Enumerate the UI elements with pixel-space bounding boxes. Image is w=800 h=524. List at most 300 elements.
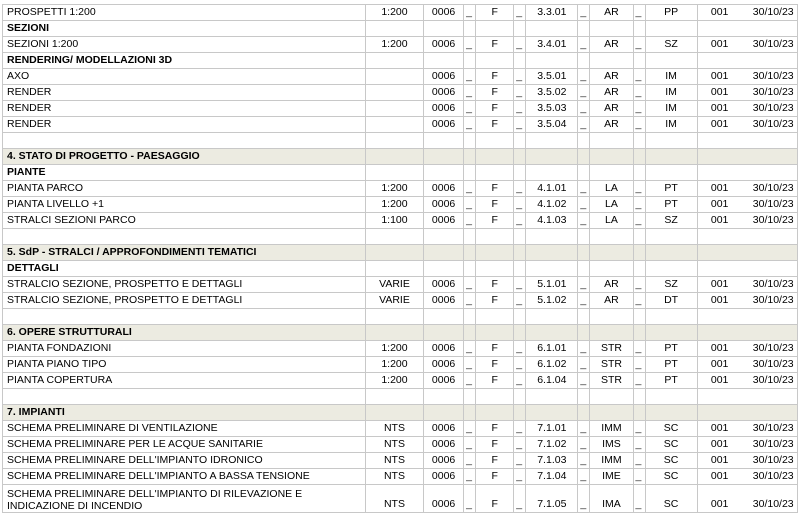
empty-cell (365, 245, 423, 261)
separator-cell: _ (578, 485, 590, 513)
separator-cell: _ (514, 69, 526, 85)
discipline-cell: AR (590, 101, 633, 117)
blank-cell (3, 133, 366, 149)
phase-cell: F (476, 277, 514, 293)
revision-value: 001 (710, 70, 729, 82)
empty-cell (476, 53, 514, 69)
empty-cell (697, 261, 797, 277)
type-cell: PP (645, 5, 697, 21)
scale-cell: NTS (365, 453, 423, 469)
type-cell: SC (645, 485, 697, 513)
discipline-cell: STR (590, 357, 633, 373)
description-cell: SCHEMA PRELIMINARE DELL'IMPIANTO DI RILEVAZIONE E INDICAZIONE DI INCENDIO (3, 485, 366, 513)
drawing-list-body (3, 5, 798, 513)
separator-cell: _ (514, 85, 526, 101)
type-cell: IM (645, 117, 697, 133)
empty-cell (633, 325, 645, 341)
table-row (3, 437, 798, 453)
empty-cell (365, 133, 423, 149)
number-cell: 3.5.04 (526, 117, 578, 133)
table-row (3, 293, 798, 309)
empty-cell (633, 261, 645, 277)
separator-cell: _ (514, 197, 526, 213)
revision-date-cell (697, 293, 797, 309)
separator-cell: _ (464, 373, 476, 389)
empty-cell (424, 53, 464, 69)
separator-cell: _ (514, 421, 526, 437)
empty-cell (578, 389, 590, 405)
separator-cell: _ (633, 69, 645, 85)
phase-cell: F (476, 181, 514, 197)
number-cell: 3.3.01 (526, 5, 578, 21)
separator-cell: _ (464, 277, 476, 293)
separator-cell: _ (578, 37, 590, 53)
group-header-row (3, 21, 798, 37)
discipline-cell: IME (590, 469, 633, 485)
separator-cell: _ (633, 85, 645, 101)
revision-date-cell (697, 101, 797, 117)
empty-cell (365, 165, 423, 181)
phase-cell: F (476, 293, 514, 309)
separator-cell: _ (464, 101, 476, 117)
separator-cell: _ (633, 373, 645, 389)
revision-value: 001 (710, 358, 729, 370)
section-title: 5. SdP - STRALCI / APPROFONDIMENTI TEMATICI (3, 245, 366, 261)
revision-value: 001 (710, 198, 729, 210)
empty-cell (526, 245, 578, 261)
code-cell: 0006 (424, 197, 464, 213)
date-value: 30/10/23 (752, 198, 794, 210)
revision-date-cell (697, 213, 797, 229)
separator-cell: _ (633, 437, 645, 453)
date-value: 30/10/23 (752, 470, 794, 482)
empty-cell (464, 21, 476, 37)
scale-cell: VARIE (365, 277, 423, 293)
empty-cell (424, 405, 464, 421)
code-cell: 0006 (424, 69, 464, 85)
empty-cell (365, 261, 423, 277)
phase-cell: F (476, 69, 514, 85)
table-row (3, 469, 798, 485)
empty-cell (514, 149, 526, 165)
separator-cell: _ (633, 357, 645, 373)
empty-cell (424, 133, 464, 149)
code-cell: 0006 (424, 453, 464, 469)
empty-cell (526, 149, 578, 165)
revision-value: 001 (710, 182, 729, 194)
code-cell: 0006 (424, 437, 464, 453)
number-cell: 5.1.01 (526, 277, 578, 293)
number-cell: 3.5.03 (526, 101, 578, 117)
number-cell: 6.1.04 (526, 373, 578, 389)
scale-cell: NTS (365, 485, 423, 513)
number-cell: 7.1.02 (526, 437, 578, 453)
date-value: 30/10/23 (752, 6, 794, 18)
scale-cell: NTS (365, 421, 423, 437)
empty-cell (365, 405, 423, 421)
separator-cell: _ (464, 5, 476, 21)
separator-cell: _ (633, 277, 645, 293)
separator-cell: _ (514, 101, 526, 117)
empty-cell (476, 405, 514, 421)
table-row (3, 421, 798, 437)
blank-row (3, 229, 798, 245)
empty-cell (424, 165, 464, 181)
scale-cell: NTS (365, 437, 423, 453)
empty-cell (633, 21, 645, 37)
empty-cell (464, 53, 476, 69)
description-cell: PIANTA PIANO TIPO (3, 357, 366, 373)
type-cell: SZ (645, 37, 697, 53)
code-cell: 0006 (424, 357, 464, 373)
empty-cell (526, 229, 578, 245)
empty-cell (526, 133, 578, 149)
separator-cell: _ (464, 293, 476, 309)
revision-value: 001 (710, 374, 729, 386)
empty-cell (633, 309, 645, 325)
empty-cell (464, 405, 476, 421)
empty-cell (424, 229, 464, 245)
type-cell: PT (645, 197, 697, 213)
separator-cell: _ (578, 85, 590, 101)
revision-date-cell (697, 69, 797, 85)
section-title: 4. STATO DI PROGETTO - PAESAGGIO (3, 149, 366, 165)
type-cell: SZ (645, 277, 697, 293)
revision-value: 001 (710, 278, 729, 290)
date-value: 30/10/23 (752, 498, 794, 510)
table-row (3, 213, 798, 229)
type-cell: IM (645, 69, 697, 85)
separator-cell: _ (633, 485, 645, 513)
revision-value: 001 (710, 470, 729, 482)
empty-cell (697, 149, 797, 165)
type-cell: PT (645, 341, 697, 357)
separator-cell: _ (578, 293, 590, 309)
separator-cell: _ (514, 341, 526, 357)
empty-cell (578, 405, 590, 421)
description-cell: SCHEMA PRELIMINARE DI VENTILAZIONE (3, 421, 366, 437)
separator-cell: _ (633, 117, 645, 133)
scale-cell (365, 101, 423, 117)
empty-cell (424, 149, 464, 165)
separator-cell: _ (578, 277, 590, 293)
empty-cell (645, 149, 697, 165)
separator-cell: _ (578, 117, 590, 133)
empty-cell (365, 53, 423, 69)
discipline-cell: AR (590, 37, 633, 53)
empty-cell (633, 229, 645, 245)
empty-cell (424, 261, 464, 277)
type-cell: PT (645, 181, 697, 197)
type-cell: SC (645, 437, 697, 453)
description-cell: STRALCI SEZIONI PARCO (3, 213, 366, 229)
empty-cell (424, 389, 464, 405)
separator-cell: _ (633, 293, 645, 309)
code-cell: 0006 (424, 293, 464, 309)
blank-cell (3, 309, 366, 325)
description-cell: SCHEMA PRELIMINARE DELL'IMPIANTO A BASSA TENSIONE (3, 469, 366, 485)
scale-cell: 1:200 (365, 373, 423, 389)
discipline-cell: LA (590, 197, 633, 213)
empty-cell (645, 309, 697, 325)
empty-cell (578, 261, 590, 277)
description-cell: SCHEMA PRELIMINARE DELL'IMPIANTO IDRONICO (3, 453, 366, 469)
discipline-cell: IMM (590, 421, 633, 437)
separator-cell: _ (633, 469, 645, 485)
type-cell: DT (645, 293, 697, 309)
date-value: 30/10/23 (752, 278, 794, 290)
empty-cell (476, 21, 514, 37)
date-value: 30/10/23 (752, 438, 794, 450)
number-cell: 7.1.03 (526, 453, 578, 469)
empty-cell (633, 389, 645, 405)
discipline-cell: AR (590, 277, 633, 293)
separator-cell: _ (464, 85, 476, 101)
empty-cell (590, 133, 633, 149)
phase-cell: F (476, 5, 514, 21)
code-cell: 0006 (424, 341, 464, 357)
discipline-cell: AR (590, 293, 633, 309)
empty-cell (578, 229, 590, 245)
empty-cell (590, 53, 633, 69)
separator-cell: _ (633, 101, 645, 117)
discipline-cell: IMA (590, 485, 633, 513)
revision-date-cell (697, 469, 797, 485)
description-cell: PIANTA COPERTURA (3, 373, 366, 389)
revision-date-cell (697, 5, 797, 21)
separator-cell: _ (464, 421, 476, 437)
empty-cell (526, 165, 578, 181)
separator-cell: _ (514, 469, 526, 485)
number-cell: 6.1.02 (526, 357, 578, 373)
table-row (3, 117, 798, 133)
revision-value: 001 (710, 102, 729, 114)
empty-cell (514, 133, 526, 149)
empty-cell (590, 229, 633, 245)
scale-cell: 1:200 (365, 5, 423, 21)
empty-cell (645, 325, 697, 341)
empty-cell (645, 245, 697, 261)
separator-cell: _ (578, 101, 590, 117)
description-cell: AXO (3, 69, 366, 85)
date-value: 30/10/23 (752, 294, 794, 306)
empty-cell (476, 309, 514, 325)
group-header-row (3, 53, 798, 69)
discipline-cell: STR (590, 373, 633, 389)
empty-cell (514, 21, 526, 37)
blank-row (3, 309, 798, 325)
separator-cell: _ (578, 357, 590, 373)
table-row (3, 197, 798, 213)
table-row (3, 341, 798, 357)
date-value: 30/10/23 (752, 374, 794, 386)
phase-cell: F (476, 485, 514, 513)
empty-cell (697, 309, 797, 325)
separator-cell: _ (464, 37, 476, 53)
separator-cell: _ (514, 37, 526, 53)
separator-cell: _ (578, 437, 590, 453)
revision-date-cell (697, 181, 797, 197)
code-cell: 0006 (424, 117, 464, 133)
separator-cell: _ (633, 213, 645, 229)
separator-cell: _ (464, 117, 476, 133)
scale-cell: 1:200 (365, 341, 423, 357)
empty-cell (464, 165, 476, 181)
phase-cell: F (476, 453, 514, 469)
code-cell: 0006 (424, 277, 464, 293)
date-value: 30/10/23 (752, 182, 794, 194)
phase-cell: F (476, 37, 514, 53)
empty-cell (424, 309, 464, 325)
section-title: 6. OPERE STRUTTURALI (3, 325, 366, 341)
separator-cell: _ (578, 469, 590, 485)
empty-cell (526, 405, 578, 421)
type-cell: SC (645, 421, 697, 437)
scale-cell: 1:200 (365, 37, 423, 53)
description-cell: RENDER (3, 101, 366, 117)
code-cell: 0006 (424, 181, 464, 197)
code-cell: 0006 (424, 373, 464, 389)
phase-cell: F (476, 117, 514, 133)
code-cell: 0006 (424, 85, 464, 101)
empty-cell (526, 53, 578, 69)
code-cell: 0006 (424, 469, 464, 485)
empty-cell (464, 325, 476, 341)
type-cell: SC (645, 469, 697, 485)
revision-value: 001 (710, 454, 729, 466)
separator-cell: _ (578, 453, 590, 469)
group-title: PIANTE (3, 165, 366, 181)
separator-cell: _ (464, 181, 476, 197)
blank-row (3, 389, 798, 405)
empty-cell (697, 21, 797, 37)
description-cell: PROSPETTI 1:200 (3, 5, 366, 21)
empty-cell (365, 149, 423, 165)
number-cell: 7.1.01 (526, 421, 578, 437)
separator-cell: _ (464, 437, 476, 453)
separator-cell: _ (514, 437, 526, 453)
date-value: 30/10/23 (752, 342, 794, 354)
date-value: 30/10/23 (752, 358, 794, 370)
description-cell: STRALCIO SEZIONE, PROSPETTO E DETTAGLI (3, 277, 366, 293)
code-cell: 0006 (424, 421, 464, 437)
empty-cell (514, 325, 526, 341)
empty-cell (464, 245, 476, 261)
date-value: 30/10/23 (752, 214, 794, 226)
revision-value: 001 (710, 86, 729, 98)
separator-cell: _ (514, 181, 526, 197)
empty-cell (633, 133, 645, 149)
empty-cell (514, 405, 526, 421)
empty-cell (645, 53, 697, 69)
description-cell: STRALCIO SEZIONE, PROSPETTO E DETTAGLI (3, 293, 366, 309)
separator-cell: _ (633, 181, 645, 197)
empty-cell (578, 133, 590, 149)
empty-cell (590, 405, 633, 421)
table-row (3, 69, 798, 85)
date-value: 30/10/23 (752, 118, 794, 130)
separator-cell: _ (464, 213, 476, 229)
empty-cell (365, 389, 423, 405)
discipline-cell: AR (590, 5, 633, 21)
scale-cell: 1:200 (365, 357, 423, 373)
separator-cell: _ (633, 197, 645, 213)
revision-value: 001 (710, 422, 729, 434)
blank-row (3, 133, 798, 149)
description-cell: SCHEMA PRELIMINARE PER LE ACQUE SANITARIE (3, 437, 366, 453)
empty-cell (365, 21, 423, 37)
description-cell: PIANTA LIVELLO +1 (3, 197, 366, 213)
table-row (3, 37, 798, 53)
revision-date-cell (697, 117, 797, 133)
revision-date-cell (697, 277, 797, 293)
group-title: SEZIONI (3, 21, 366, 37)
empty-cell (526, 325, 578, 341)
separator-cell: _ (514, 373, 526, 389)
number-cell: 4.1.01 (526, 181, 578, 197)
code-cell: 0006 (424, 37, 464, 53)
type-cell: SC (645, 453, 697, 469)
table-row (3, 357, 798, 373)
scale-cell: 1:200 (365, 181, 423, 197)
date-value: 30/10/23 (752, 454, 794, 466)
description-cell: SEZIONI 1:200 (3, 37, 366, 53)
scale-cell (365, 85, 423, 101)
separator-cell: _ (578, 341, 590, 357)
number-cell: 6.1.01 (526, 341, 578, 357)
revision-value: 001 (710, 38, 729, 50)
revision-date-cell (697, 453, 797, 469)
empty-cell (476, 229, 514, 245)
phase-cell: F (476, 197, 514, 213)
empty-cell (590, 309, 633, 325)
empty-cell (464, 261, 476, 277)
empty-cell (645, 21, 697, 37)
code-cell: 0006 (424, 5, 464, 21)
discipline-cell: AR (590, 69, 633, 85)
table-row (3, 277, 798, 293)
empty-cell (514, 245, 526, 261)
empty-cell (578, 309, 590, 325)
scale-cell: VARIE (365, 293, 423, 309)
revision-value: 001 (710, 294, 729, 306)
number-cell: 7.1.04 (526, 469, 578, 485)
empty-cell (526, 309, 578, 325)
revision-value: 001 (710, 214, 729, 226)
section-header-row (3, 325, 798, 341)
section-header-row (3, 149, 798, 165)
table-row (3, 5, 798, 21)
table-row (3, 373, 798, 389)
empty-cell (697, 245, 797, 261)
phase-cell: F (476, 421, 514, 437)
empty-cell (476, 245, 514, 261)
separator-cell: _ (578, 197, 590, 213)
revision-date-cell (697, 437, 797, 453)
empty-cell (514, 53, 526, 69)
empty-cell (464, 389, 476, 405)
discipline-cell: LA (590, 213, 633, 229)
revision-date-cell (697, 357, 797, 373)
number-cell: 3.5.01 (526, 69, 578, 85)
empty-cell (578, 165, 590, 181)
phase-cell: F (476, 437, 514, 453)
empty-cell (514, 261, 526, 277)
empty-cell (514, 229, 526, 245)
phase-cell: F (476, 341, 514, 357)
table-row (3, 85, 798, 101)
separator-cell: _ (633, 453, 645, 469)
